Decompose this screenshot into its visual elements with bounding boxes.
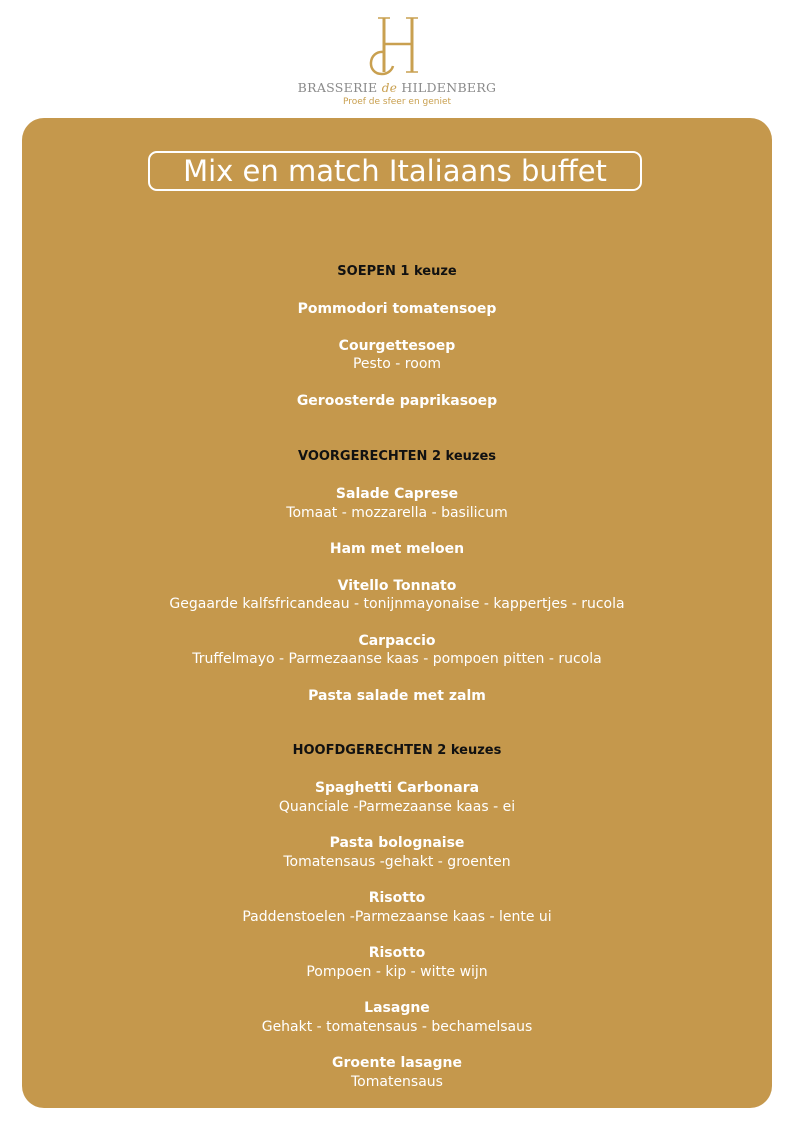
dish-name: Pommodori tomatensoep — [297, 301, 497, 317]
dish-description: Tomaat - mozzarella - basilicum — [286, 504, 508, 521]
dish-description: Tomatensaus -gehakt - groenten — [283, 853, 511, 870]
section-heading: HOOFDGERECHTEN 2 keuzes — [292, 743, 502, 758]
dish-name: Ham met meloen — [329, 541, 465, 557]
brand-name-part2: HILDENBERG — [397, 80, 497, 95]
dish-name: Salade Caprese — [335, 486, 459, 502]
dish-description: Paddenstoelen -Parmezaanse kaas - lente ui — [242, 908, 552, 925]
dish-name: Risotto — [368, 945, 426, 961]
dish-name: Lasagne — [364, 1000, 430, 1016]
dish-description: Pesto - room — [352, 356, 442, 372]
dish-description: Pompoen - kip - witte wijn — [306, 963, 488, 980]
dish-name: Vitello Tonnato — [337, 577, 457, 594]
menu-panel — [22, 118, 772, 1108]
dish-name: Pasta salade met zalm — [308, 687, 486, 704]
dish-name: Spaghetti Carbonara — [314, 780, 480, 796]
brand-name-part1: BRASSERIE — [297, 80, 382, 95]
brand-name — [0, 80, 794, 95]
dish-name: Geroosterde paprikasoep — [296, 392, 498, 409]
dish-name: Carpaccio — [358, 632, 436, 649]
menu-title: Mix en match Italiaans buffet — [148, 151, 642, 191]
brand-name-de: de — [381, 81, 398, 95]
section-heading: SOEPEN 1 keuze — [337, 264, 457, 279]
dish-name: Risotto — [368, 890, 426, 906]
dish-description: Truffelmayo - Parmezaanse kaas - pompoen pitten - rucola — [192, 651, 602, 667]
section-heading: VOORGERECHTEN 2 keuzes — [297, 449, 497, 464]
dish-description: Tomatensaus — [351, 1073, 443, 1090]
logo-monogram-icon — [362, 14, 422, 82]
dish-description: Gegaarde kalfsfricandeau - tonijnmayonaise - kappertjes - rucola — [169, 596, 625, 612]
dish-name: Pasta bolognaise — [329, 835, 465, 851]
brand-logo — [0, 0, 794, 115]
dish-name: Courgettesoep — [338, 337, 456, 354]
brand-tagline: Proef de sfeer en geniet — [342, 97, 452, 107]
dish-description: Quanciale -Parmezaanse kaas - ei — [278, 798, 516, 815]
dish-name: Groente lasagne — [331, 1055, 463, 1071]
dish-description: Gehakt - tomatensaus - bechamelsaus — [261, 1018, 533, 1035]
